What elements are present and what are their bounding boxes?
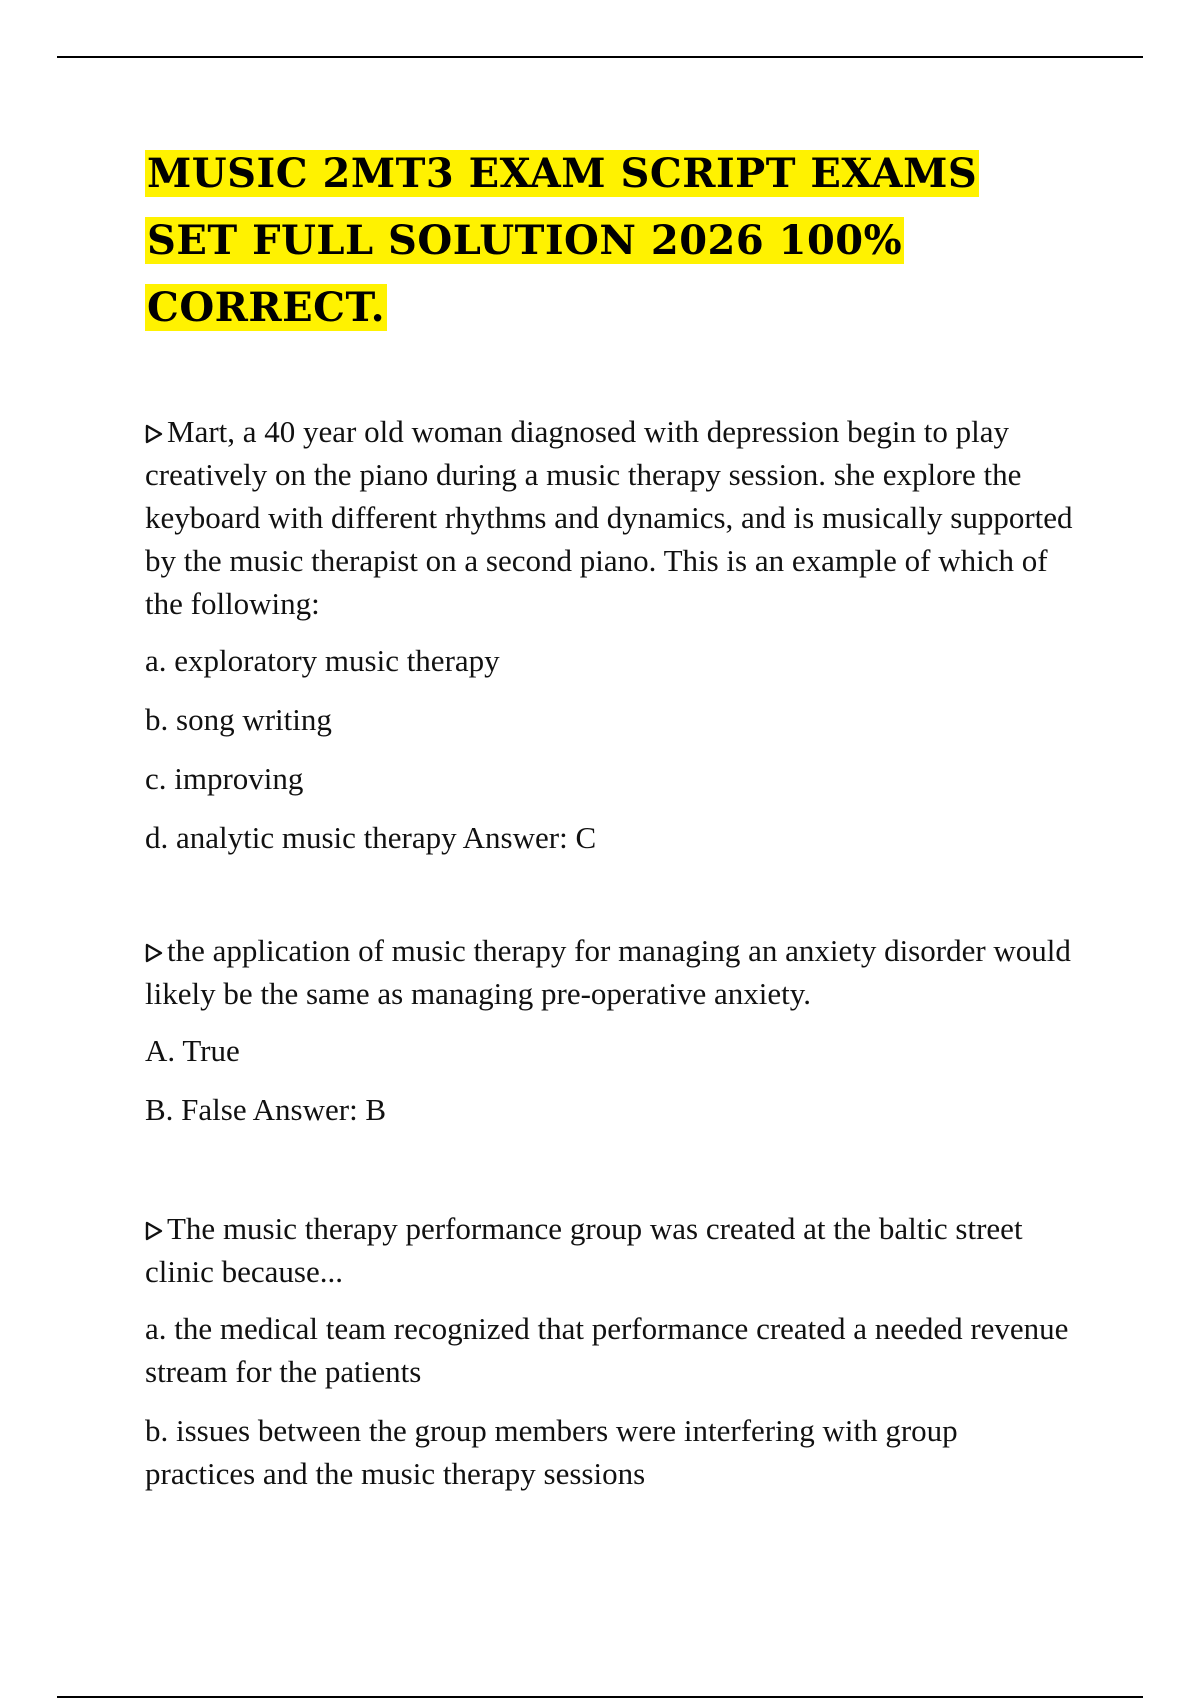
question-1-option-d: d. analytic music therapy Answer: C	[145, 820, 597, 855]
title-highlight: MUSIC 2MT3 EXAM SCRIPT EXAMS SET FULL SOLUTION 2026 100% CORRECT.	[147, 150, 978, 331]
question-3-option-a: a. the medical team recognized that performance created a needed revenue stream for the patients	[145, 1311, 1069, 1389]
question-1-text: Mart, a 40 year old woman diagnosed with depression begin to play creatively on the piano during a music therapy session. she explore the keyboard with different rhythms and dynamics, and is musically supported by the music therapist on a second piano. This is an example of which of the following:	[145, 414, 1073, 621]
triangle-right-outline-icon	[145, 410, 167, 453]
question-3	[145, 1207, 1075, 1495]
question-list	[145, 410, 1075, 1565]
question-3-text: The music therapy performance group was created at the baltic street clinic because...	[145, 1211, 1023, 1289]
question-1-option-a: a. exploratory music therapy	[145, 643, 500, 678]
question-1-option-b: b. song writing	[145, 702, 332, 737]
document-title	[145, 140, 1045, 341]
question-2-option-a: A. True	[145, 1033, 240, 1068]
triangle-right-outline-icon	[145, 929, 167, 972]
top-rule	[57, 56, 1143, 58]
question-1-option-c: c. improving	[145, 761, 304, 796]
question-2-text: the application of music therapy for managing an anxiety disorder would likely be the same as managing pre-operative anxiety.	[145, 933, 1071, 1011]
question-2	[145, 929, 1075, 1131]
bottom-rule	[57, 1696, 1143, 1698]
triangle-right-outline-icon	[145, 1207, 167, 1250]
question-1	[145, 410, 1075, 859]
question-3-option-b: b. issues between the group members were interfering with group practices and the music therapy sessions	[145, 1413, 958, 1491]
question-2-option-b: B. False Answer: B	[145, 1092, 387, 1127]
